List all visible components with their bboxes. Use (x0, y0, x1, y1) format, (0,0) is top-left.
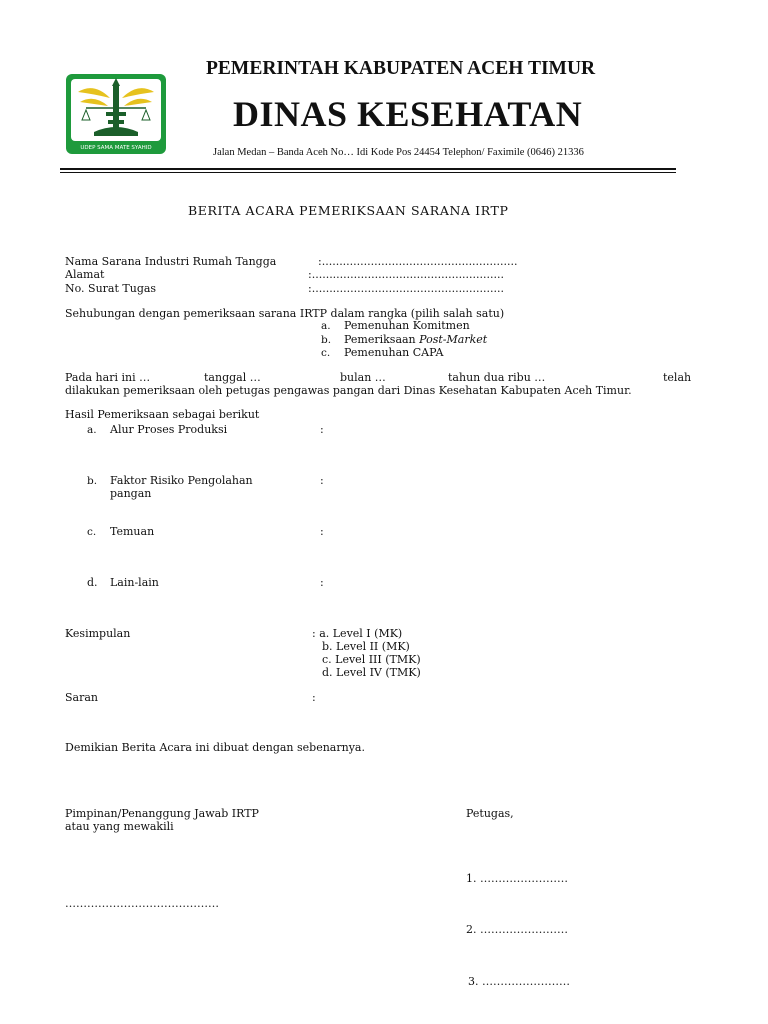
result-marker-a: a. (87, 424, 97, 436)
purpose-intro: Sehubungan dengan pemeriksaan sarana IRTP dalam rangka (pilih salah satu) (65, 307, 505, 320)
result-colon-c: : (320, 525, 324, 538)
result-colon-a: : (320, 423, 324, 436)
date-bulan: bulan … (340, 371, 386, 384)
signatory-right-title: Petugas, (466, 807, 514, 820)
identity-value-nama: :........................................................ (318, 255, 518, 268)
department-address: Jalan Medan – Banda Aceh No… Idi Kode Pos 24454 Telephon/ Faximile (0646) 21336 (213, 147, 584, 158)
emblem-motto: UDEP SAMA MATE SYAHID (80, 145, 152, 151)
closing-statement: Demikian Berita Acara ini dibuat dengan sebenarnya. (65, 741, 365, 754)
conclusion-option-3: c. Level III (TMK) (322, 653, 421, 666)
identity-value-alamat: :....................................................... (308, 268, 505, 281)
purpose-marker-c: c. (321, 347, 331, 359)
signatory-left-blank: …………………………………… (65, 897, 219, 910)
conclusion-option-1: : a. Level I (MK) (312, 627, 403, 640)
date-hari: Pada hari ini … (65, 371, 151, 384)
result-colon-b: : (320, 474, 324, 487)
purpose-marker-a: a. (321, 320, 331, 332)
identity-label-alamat: Alamat (65, 268, 105, 281)
result-marker-b: b. (87, 475, 98, 487)
result-label-faktor-2: pangan (110, 487, 152, 500)
result-label-temuan: Temuan (110, 525, 155, 538)
result-label-faktor: Faktor Risiko Pengolahan (110, 474, 253, 487)
result-marker-c: c. (87, 526, 97, 538)
signatory-left-title: Pimpinan/Penanggung Jawab IRTP (65, 807, 259, 820)
result-marker-d: d. (87, 576, 98, 589)
government-name: PEMERINTAH KABUPATEN ACEH TIMUR (206, 58, 596, 79)
result-colon-d: : (320, 576, 324, 589)
purpose-marker-b: b. (321, 334, 332, 346)
date-telah: telah (663, 371, 692, 384)
identity-label-surat: No. Surat Tugas (65, 282, 157, 295)
saran-colon: : (312, 691, 316, 704)
result-label-alur: Alur Proses Produksi (110, 423, 228, 436)
conclusion-option-4: d. Level IV (TMK) (322, 666, 421, 679)
conclusion-label: Kesimpulan (65, 627, 131, 640)
header-divider (60, 168, 676, 170)
purpose-option-b-text: Pemeriksaan (344, 333, 420, 346)
purpose-option-a: Pemenuhan Komitmen (344, 319, 470, 332)
result-label-lain: Lain-lain (110, 576, 159, 589)
purpose-option-c: Pemenuhan CAPA (344, 346, 444, 359)
results-intro: Hasil Pemeriksaan sebagai berikut (65, 408, 260, 421)
officer-1-blank: 1. …………………… (466, 872, 568, 885)
purpose-option-b-emphasis: Post-Market (419, 333, 488, 346)
identity-value-surat: :....................................................... (308, 282, 505, 295)
identity-label-nama: Nama Sarana Industri Rumah Tangga (65, 255, 277, 268)
document-title: BERITA ACARA PEMERIKSAAN SARANA IRTP (188, 203, 509, 218)
purpose-option-b (344, 333, 487, 346)
signatory-left-subtitle: atau yang mewakili (65, 820, 174, 833)
saran-label: Saran (65, 691, 98, 704)
officer-2-blank: 2. …………………… (466, 923, 568, 936)
department-name: DINAS KESEHATAN (233, 94, 583, 134)
header-divider-thin (60, 172, 676, 173)
date-statement: dilakukan pemeriksaan oleh petugas pengawas pangan dari Dinas Kesehatan Kabupaten Aceh Timur. (65, 384, 632, 397)
date-tahun: tahun dua ribu … (448, 371, 546, 384)
officer-3-blank: 3. …………………… (468, 975, 570, 988)
date-tanggal: tanggal … (204, 371, 261, 384)
aceh-timur-emblem (64, 72, 168, 156)
conclusion-option-2: b. Level II (MK) (322, 640, 410, 653)
